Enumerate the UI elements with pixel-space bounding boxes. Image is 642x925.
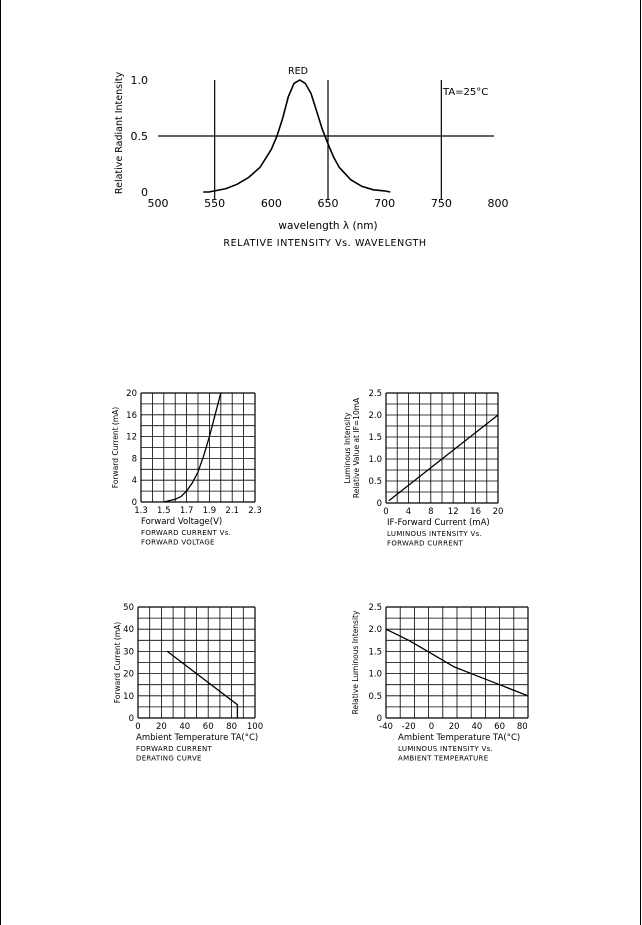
y-tick-label: 50 (123, 603, 134, 613)
forward-current-voltage-chart (111, 389, 262, 547)
y-tick-label: 12 (126, 432, 137, 443)
x-axis-label: Ambient Temperature TA(°C) (398, 733, 521, 743)
y-tick-label: 1.0 (130, 74, 148, 87)
y-tick-label: 1.0 (368, 669, 382, 680)
y-tick-label: 16 (126, 410, 137, 421)
y-tick-label: 30 (123, 647, 134, 658)
x-tick-label: 20 (155, 722, 167, 732)
x-tick-label: 8 (428, 507, 434, 517)
x-tick-label: 40 (179, 722, 191, 732)
y-tick-label: 0.5 (368, 691, 382, 702)
y-axis-label: Luminous Intensity (343, 412, 352, 484)
y-tick-label: 8 (131, 454, 137, 465)
x-tick-label: 500 (147, 197, 169, 210)
x-tick-label: 1.9 (202, 506, 217, 516)
chart-caption: LUMINOUS INTENSITY Vs. (387, 530, 483, 538)
y-tick-label: 0 (376, 714, 382, 724)
chart-caption: FORWARD CURRENT (387, 539, 464, 548)
x-axis-label: Ambient Temperature TA(°C) (136, 733, 259, 743)
x-tick-label: 80 (516, 722, 528, 732)
chart-caption: FORWARD CURRENT Vs. (141, 529, 232, 537)
x-tick-label: 800 (487, 197, 509, 210)
x-tick-label: 1.7 (179, 506, 194, 516)
luminous-intensity-current-chart (343, 389, 503, 548)
y-tick-label: 1.5 (368, 647, 382, 658)
x-tick-label: 16 (470, 507, 482, 517)
y-tick-label: 2.5 (368, 389, 382, 399)
y-tick-label: 2.5 (368, 603, 382, 613)
y-tick-label: 0 (376, 499, 382, 509)
series-label: RED (288, 66, 308, 77)
x-axis-label: IF-Forward Current (mA) (387, 518, 490, 528)
x-tick-label: 750 (430, 197, 452, 210)
chart-caption: RELATIVE INTENSITY Vs. WAVELENGTH (223, 238, 427, 249)
x-tick-label: 0 (383, 507, 389, 517)
x-tick-label: 60 (494, 722, 506, 732)
x-tick-label: 2.3 (248, 506, 262, 516)
chart-caption: FORWARD CURRENT (136, 745, 213, 753)
x-tick-label: 20 (448, 722, 460, 732)
y-tick-label: 10 (123, 691, 134, 702)
x-tick-label: 1.5 (157, 506, 171, 516)
y-axis-label: Relative Radiant Intensity (114, 71, 125, 195)
x-tick-label: 600 (260, 197, 282, 210)
y-axis-label: Forward Current (mA) (113, 621, 122, 704)
y-axis-label: Relative Value at IF=10mA (352, 397, 361, 499)
x-tick-label: 550 (204, 197, 226, 210)
y-tick-label: 0 (141, 186, 148, 199)
x-tick-label: 0 (428, 722, 435, 732)
y-tick-label: 40 (123, 625, 134, 636)
x-tick-label: 20 (492, 507, 504, 517)
y-tick-label: 2.0 (368, 411, 382, 421)
x-tick-label: 60 (202, 722, 214, 732)
y-tick-label: 20 (126, 389, 137, 399)
x-tick-label: 12 (447, 507, 459, 517)
chart-caption: AMBIENT TEMPERATURE (398, 754, 489, 763)
chart-caption: LUMINOUS INTENSITY Vs. (398, 745, 494, 753)
series-line (389, 415, 498, 501)
x-axis-label: wavelength λ (nm) (278, 220, 378, 232)
y-axis-label: Relative Luminous Intensity (351, 610, 360, 715)
y-tick-label: 0.5 (130, 130, 148, 143)
x-tick-label: 0 (135, 722, 141, 732)
x-tick-label: 40 (471, 722, 483, 732)
x-tick-label: 700 (374, 197, 396, 210)
y-tick-label: 0 (131, 498, 137, 508)
x-tick-label: 650 (317, 197, 339, 210)
x-axis-label: Forward Voltage(V) (141, 517, 223, 527)
x-tick-label: 1.3 (134, 506, 148, 516)
y-axis-label: Forward Current (mA) (111, 406, 120, 489)
x-tick-label: -40 (379, 722, 393, 732)
y-tick-label: 0.5 (368, 477, 382, 487)
x-tick-label: -20 (401, 722, 416, 732)
x-tick-label: 4 (405, 507, 412, 517)
y-tick-label: 20 (123, 669, 134, 680)
derating-curve-chart (113, 603, 263, 763)
condition-label: TA=25°C (443, 87, 489, 98)
y-tick-label: 1.0 (368, 455, 382, 465)
chart-caption: DERATING CURVE (136, 754, 202, 763)
y-tick-label: 4 (131, 476, 137, 487)
spectrum-chart (114, 66, 509, 249)
x-tick-label: 80 (226, 722, 238, 732)
x-tick-label: 100 (246, 722, 264, 732)
x-tick-label: 2.1 (225, 506, 239, 516)
y-tick-label: 2.0 (368, 625, 382, 636)
y-tick-label: 0 (128, 714, 134, 724)
luminous-intensity-temperature-chart (351, 603, 528, 763)
y-tick-label: 1.5 (368, 433, 382, 443)
chart-caption: FORWARD VOLTAGE (141, 538, 215, 547)
